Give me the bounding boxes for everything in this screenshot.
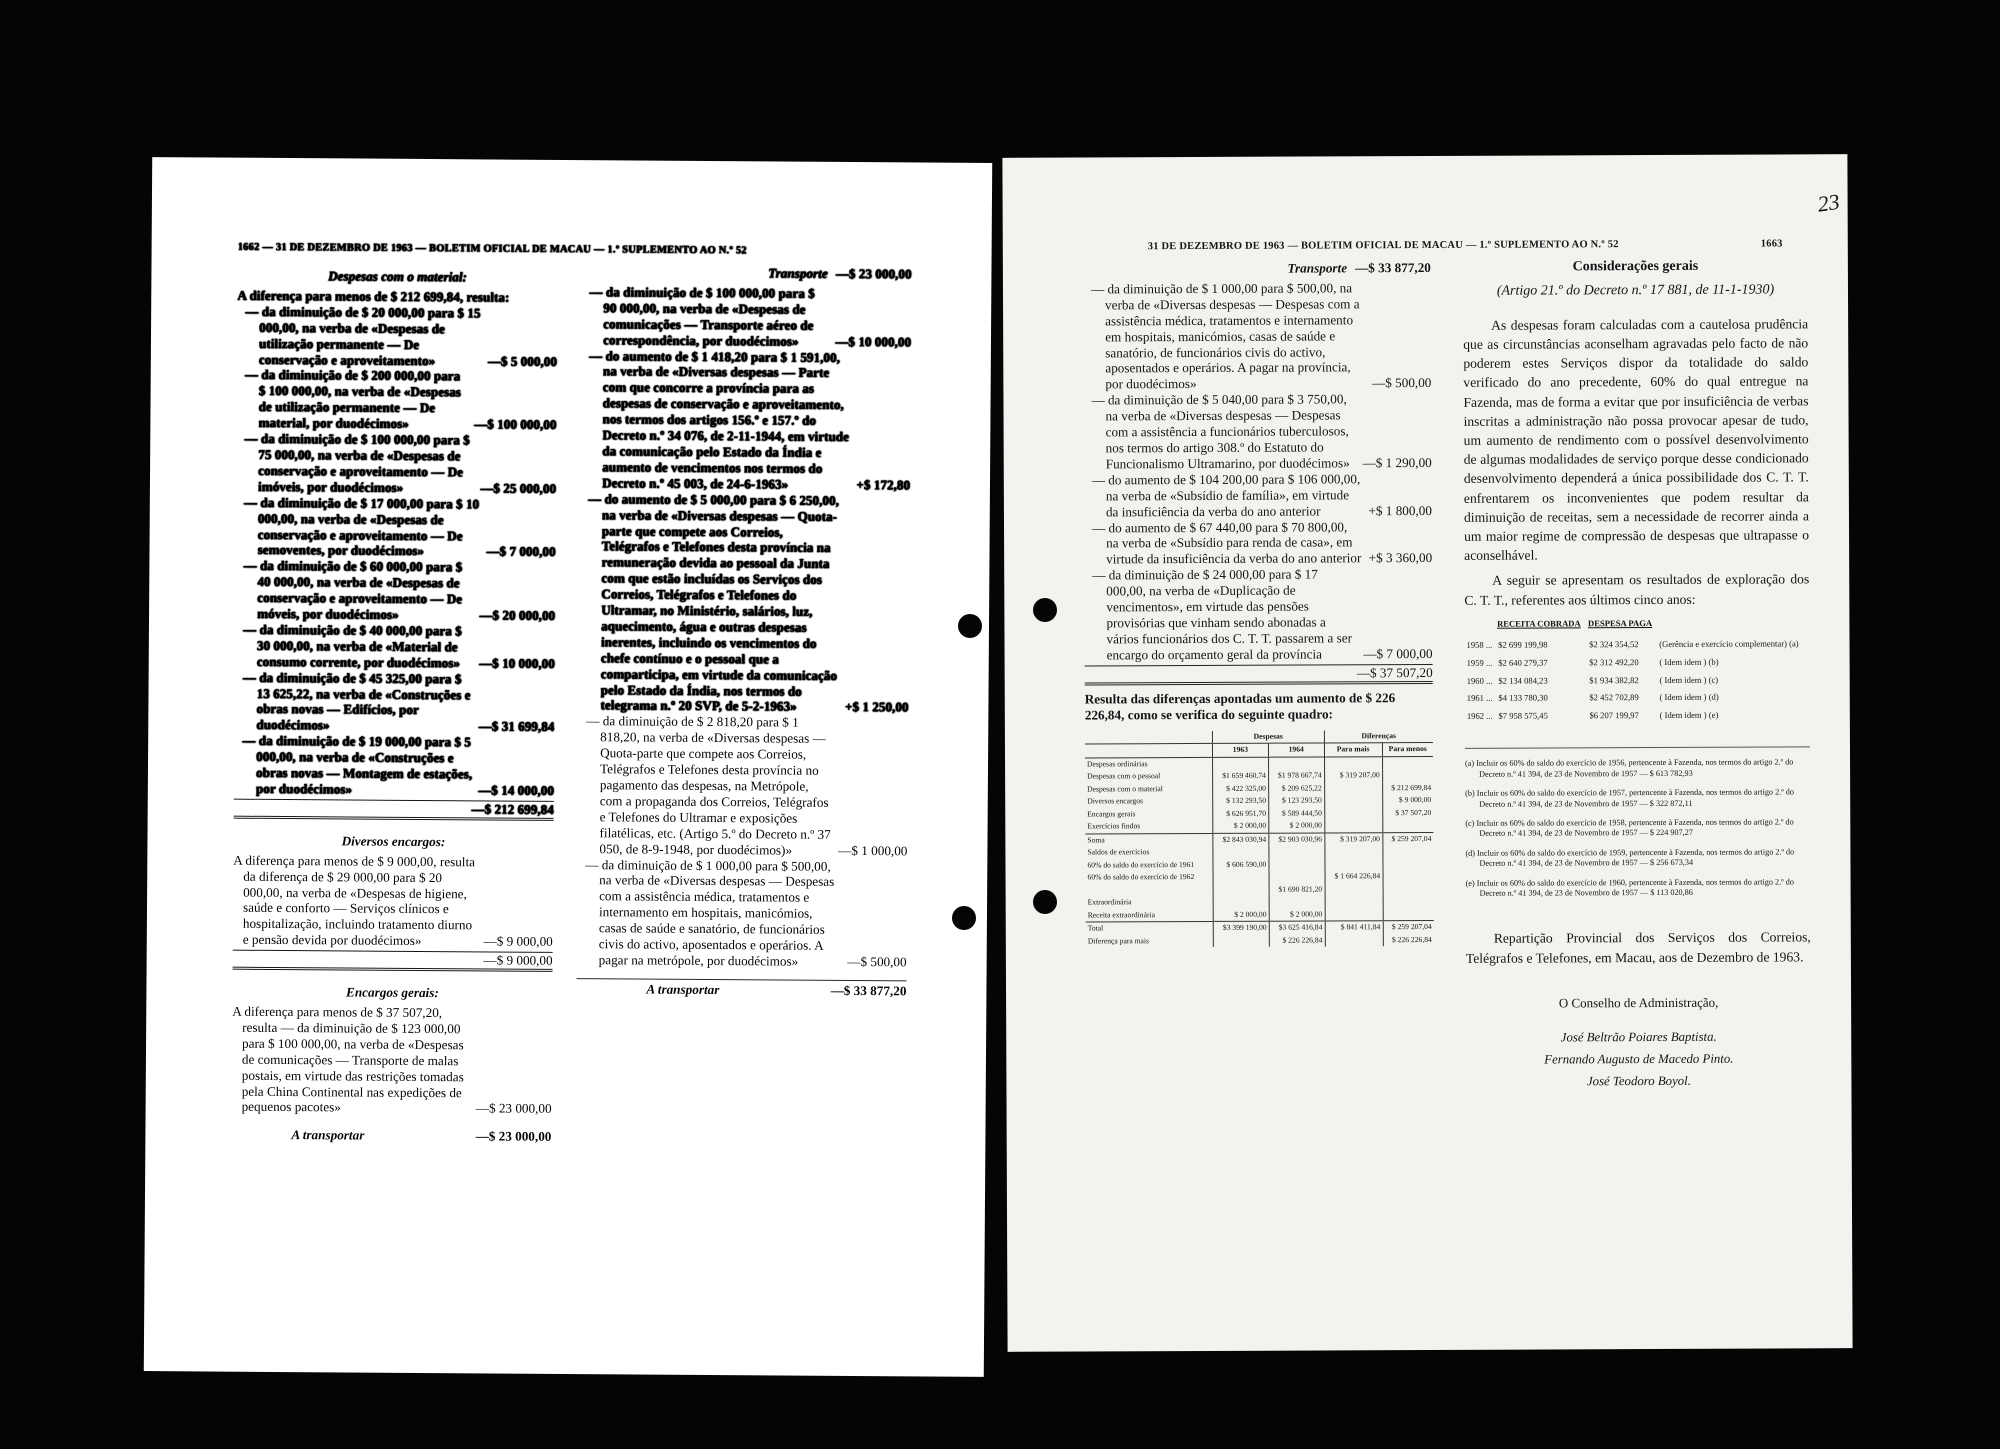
table-cell: $ 212 699,84 xyxy=(1382,782,1433,795)
table-header-cell: Para mais xyxy=(1324,743,1382,757)
entry-amount: —$ 500,00 xyxy=(1372,375,1432,391)
binder-hole xyxy=(952,906,976,930)
table-cell: $2 324 354,52 xyxy=(1589,638,1639,650)
entry-row xyxy=(1084,471,1432,520)
entry-text: — da diminuição de $ 24 000,00 para $ 17 000,00, na verba de «Duplicação de vencimentos», em virtude das pensões provisórias que vinham sendo abonadas a vários funcionários dos C. T. T. passarem a ser encargo do orçamento geral da província xyxy=(1092,566,1353,663)
entry-text: A diferença para menos de $ 37 507,20, resulta — da diminuição de $ 123 000,00 para $ 100 000,00, na verba de «Despesas de comunicações — Transporte de malas postais, em virtude das restrições tomadas pela China Continental nas expedições de pequenos pacotes» xyxy=(232,1003,464,1115)
table-cell: $1 659 460,74 xyxy=(1213,770,1269,783)
table-cell: 1959 ... xyxy=(1466,657,1493,668)
binder-hole xyxy=(1033,890,1057,914)
right-page xyxy=(1002,154,1852,1352)
table-cell: $ 37 507,20 xyxy=(1382,807,1433,820)
table-cell: $2 699 199,98 xyxy=(1498,639,1548,650)
closing-block xyxy=(1466,928,1812,1093)
entry-row xyxy=(580,348,911,493)
table-cell: Soma xyxy=(1085,833,1213,847)
diversos-total: —$ 9 000,00 xyxy=(233,950,553,972)
table-cell: $3 399 190,00 xyxy=(1213,922,1269,935)
entry-row xyxy=(235,494,555,560)
entry-row xyxy=(1083,280,1431,393)
entry-amount: —$ 1 000,00 xyxy=(838,842,908,858)
council-line: O Conselho de Administração, xyxy=(1558,994,1719,1011)
transport-line xyxy=(581,264,911,282)
table-cell xyxy=(1324,782,1382,795)
table-header-cell: 1963 xyxy=(1212,744,1268,758)
table-cell: $6 207 199,97 xyxy=(1589,710,1639,721)
table-cell: ( Idem idem ) (b) xyxy=(1659,656,1719,667)
table-cell xyxy=(1325,908,1383,921)
table-row xyxy=(1465,671,1810,690)
entry-amount: —$ 20 000,00 xyxy=(479,607,556,623)
ctt-table-body xyxy=(1464,635,1809,726)
table-cell xyxy=(1213,884,1269,897)
summary-table-body xyxy=(1085,756,1434,948)
entry-row xyxy=(236,367,556,433)
table-cell: (Gerência e exercício complementar) (a) xyxy=(1659,638,1799,649)
ctt-results-table xyxy=(1464,614,1809,726)
right-page-header: 31 DE DEZEMBRO DE 1963 — BOLETIM OFICIAL DE MACAU — 1.º SUPLEMENTO AO N.º 52 xyxy=(1147,239,1619,253)
table-cell: $2 452 702,89 xyxy=(1589,692,1639,703)
table-cell: $1 978 667,74 xyxy=(1268,770,1324,783)
entry-text: A diferença para menos de $ 212 699,84, resulta: xyxy=(237,287,510,305)
table-cell xyxy=(1382,819,1433,832)
table-header-cell xyxy=(1085,731,1213,745)
footnote: (b) Incluir os 60% do saldo do exercício de 1957, pertencente à Fazenda, nos termos do artigo 2.º do Decreto n.º 41 394, de 23 de Novembro de 1957 — $ 322 872,11 xyxy=(1465,787,1795,809)
table-cell xyxy=(1325,896,1383,909)
entry-amount: —$ 5 000,00 xyxy=(487,352,557,369)
table-cell: $ 226 226,84 xyxy=(1383,934,1434,947)
table-cell: $2 312 492,20 xyxy=(1589,656,1639,667)
table-cell: $ 319 207,00 xyxy=(1324,833,1382,846)
table-cell xyxy=(1382,769,1433,782)
entry-text: — da diminuição de $ 100 000,00 para $ 75 000,00, na verba de «Despesas de conservação e aproveitamento — De imóveis, por duodécimos» xyxy=(244,430,470,495)
entry-text: — da diminuição de $ 100 000,00 para $ 90 000,00, na verba de «Despesas de comunicações — Transporte aéreo de correspondência, por duodécimos» xyxy=(589,284,815,349)
closing-text: Repartição Provincial dos Serviços dos Correios, Telégrafos e Telefones, em Macau, aos de Dezembro de 1963. xyxy=(1465,929,1811,966)
entry-row xyxy=(233,852,554,950)
table-header-cell: Para menos xyxy=(1382,743,1433,757)
entry-amount: —$ 25 000,00 xyxy=(480,480,556,496)
table-cell: 1958 ... xyxy=(1466,639,1493,650)
transport-line xyxy=(1083,260,1431,277)
entry-row xyxy=(235,558,555,624)
transport-amount: —$ 33 877,20 xyxy=(1355,259,1431,276)
entry-text: — da diminuição de $ 1 000,00 para $ 500,00, na verba de «Diversas despesas — Despesas com a assistência médica, tratamentos e internamento em hospitais, manicómios, casas de saúde e sanatório, de funcionários civis do activo, aposentados e operários. A pagar na província, por duodécimos» xyxy=(1090,280,1360,392)
table-cell: Despesas com o pessoal xyxy=(1087,771,1161,781)
table-cell xyxy=(1213,935,1269,948)
entry-row xyxy=(237,303,557,369)
entry-text: — da diminuição de $ 19 000,00 para $ 5 000,00, na verba de «Construções e obras novas — Montagem de estações, por duodécimos» xyxy=(242,733,473,797)
table-cell xyxy=(1325,858,1383,871)
table-cell xyxy=(1213,896,1269,909)
table-cell: $ 1 664 226,84 xyxy=(1325,871,1383,884)
transport-label: Transporte xyxy=(767,265,828,281)
carry-forward-2 xyxy=(576,978,906,999)
table-header-cell: Diferenças xyxy=(1324,730,1433,743)
table-cell: Encargos gerais xyxy=(1087,809,1136,819)
table-cell: Saldos de exercícios xyxy=(1087,847,1150,857)
encargos-total: —$ 37 507,20 xyxy=(1085,664,1433,685)
carry-label: A transportar xyxy=(291,1127,365,1143)
table-cell xyxy=(1324,757,1382,770)
signatories xyxy=(1466,1025,1811,1093)
table-cell: Diversos encargos xyxy=(1087,796,1143,806)
table-header-cell: 1964 xyxy=(1268,743,1324,757)
binder-hole xyxy=(958,614,982,638)
entry-amount: +$ 172,80 xyxy=(856,476,911,493)
entry-amount: —$ 1 290,00 xyxy=(1362,454,1432,471)
table-cell: $ 226 226,84 xyxy=(1269,934,1325,947)
entry-row xyxy=(236,431,556,497)
table-cell xyxy=(1382,756,1433,769)
entry-amount: —$ 23 000,00 xyxy=(475,1100,552,1117)
table-cell xyxy=(1382,845,1433,858)
entry-row xyxy=(577,713,908,858)
table-row xyxy=(1465,689,1810,708)
table-cell xyxy=(1269,846,1325,859)
table-cell: $ 626 951,70 xyxy=(1213,808,1269,821)
summary-table xyxy=(1085,730,1434,948)
entry-text: — da diminuição de $ 5 040,00 para $ 3 750,00, na verba de «Diversas despesas — Despesas com a assistência a funcionários tuberculosos, nos termos do artigo 308.º do Estatuto do Funcionalismo Ultramarino, por duodécimos» xyxy=(1091,391,1350,472)
table-cell: $ 259 207,04 xyxy=(1383,921,1434,934)
entry-row xyxy=(235,622,555,672)
table-cell: $4 133 780,30 xyxy=(1498,692,1548,704)
entry-text: — da diminuição de $ 1 000,00 para $ 500,00, na verba de «Diversas despesas — Despesas com a assistência médica, tratamentos e internamento em hospitais, manicómios, casas de saúde e sanatório, de funcionários civis do activo, aposentados e operários. A pagar na metrópole, por duodécimos» xyxy=(585,856,835,969)
result-text: Resulta das diferenças apontadas um aumento de $ 226 226,84, como se verifica do seguinte quadro: xyxy=(1084,689,1396,723)
signatory: José Beltrão Poiares Baptista. xyxy=(1560,1029,1717,1045)
table-cell: 60% do saldo do exercício de 1961 xyxy=(1087,859,1195,870)
entry-amount: —$ 7 000,00 xyxy=(486,543,556,560)
table-cell: $ 589 444,50 xyxy=(1269,807,1325,820)
table-header-cell xyxy=(1085,744,1213,758)
table-cell xyxy=(1383,883,1434,896)
table-cell: $ 209 625,22 xyxy=(1268,782,1324,795)
table-cell: $ 259 207,04 xyxy=(1382,832,1433,845)
table-cell xyxy=(1213,871,1269,884)
footnote: (a) Incluir os 60% do saldo do exercício de 1956, pertencente à Fazenda, nos termos do artigo 2.º do Decreto n.º 41 394, de 23 de Novembro de 1957 — $ 613 782,93 xyxy=(1465,757,1794,779)
entry-amount: —$ 500,00 xyxy=(847,953,907,970)
table-cell xyxy=(1383,870,1434,883)
table-cell: $ 422 325,00 xyxy=(1213,783,1269,796)
entry-row xyxy=(1083,391,1431,472)
footnote: (e) Incluir os 60% do saldo do exercício de 1960, pertencente à Fazenda, nos termos do artigo 2.º do Decreto n.º 41 394, de 23 de Novembro de 1957 — $ 113 020,86 xyxy=(1465,876,1794,898)
table-row xyxy=(1086,934,1434,948)
signatory: Fernando Augusto de Macedo Pinto. xyxy=(1544,1051,1734,1067)
table-cell: $ 9 000,00 xyxy=(1382,794,1433,807)
entry-row xyxy=(234,733,554,799)
table-cell: 60% do saldo do exercício de 1962 xyxy=(1087,872,1195,882)
table-cell xyxy=(1324,807,1382,820)
table-cell: $2 903 030,96 xyxy=(1269,833,1325,846)
carry-label: A transportar xyxy=(646,981,720,997)
entry-row xyxy=(234,669,554,735)
entry-row xyxy=(232,1004,553,1118)
entry-amount: +$ 1 250,00 xyxy=(844,699,909,715)
table-cell: Despesas com o material xyxy=(1087,784,1163,794)
section-heading-diversos: Diversos encargos: xyxy=(341,833,446,849)
right-column-1 xyxy=(1083,260,1434,948)
table-cell: Diferença para mais xyxy=(1087,936,1149,946)
entry-text: — da diminuição de $ 2 818,20 para $ 1 818,20, na verba de «Diversas despesas — Quota-parte que compete aos Correios, Telégrafos e Telefones desta província no pagamento das despesas, na Metrópole, com a propaganda dos Correios, Telégrafos e Telefones do Ultramar e exposições filatélicas, etc. (Artigo 5.º do Decreto n.º 37 050, de 8-9-1948, por duodécimos)» xyxy=(586,713,831,858)
table-cell: $3 625 416,84 xyxy=(1269,921,1325,934)
entry-row xyxy=(1084,518,1432,567)
entry-amount: —$ 14 000,00 xyxy=(477,782,554,798)
entry-amount: —$ 7 000,00 xyxy=(1363,645,1433,662)
table-cell: $ 319 207,00 xyxy=(1324,770,1382,783)
table-cell: $2 843 030,94 xyxy=(1213,833,1269,846)
table-cell: Despesas ordinárias xyxy=(1087,759,1148,769)
entry-text: — da diminuição de $ 60 000,00 para $ 40 000,00, na verba de «Despesas de conservação e aproveitamento — De móveis, por duodécimos» xyxy=(243,558,463,622)
table-header-cell: Despesas xyxy=(1212,730,1324,743)
entry-text: — do aumento de $ 1 418,20 para $ 1 591,00, na verba de «Diversas despesas — Parte com que concorre a província para as despesas de conservação e aproveitamento, nos termos dos artigos 156.º e 157.º do Decreto n.º 34 076, de 2-11-1944, em virtude da comunicação pelo Estado da Índia e aumento de vencimentos nos termos do Decreto n.º 45 003, de 24-6-1963» xyxy=(588,347,849,492)
carry-forward-1 xyxy=(231,1127,551,1145)
table-cell xyxy=(1268,757,1324,770)
entry-amount: —$ 9 000,00 xyxy=(483,933,553,950)
entry-row xyxy=(578,491,910,716)
left-page xyxy=(144,157,992,1377)
table-header-row xyxy=(1464,614,1809,636)
table-cell xyxy=(1269,896,1325,909)
entry-text: A diferença para menos de $ 9 000,00, resulta da diferença de $ 29 000,00 para $ 20 000,00, na verba de «Despesas de higiene, saúde e conforto — Serviços clínicos e hospitalização, incluindo tratamento diurno e pensão devida por duodécimos» xyxy=(233,852,476,949)
table-cell xyxy=(1324,820,1382,833)
footnote: (d) Incluir os 60% do saldo do exercício de 1959, pertencente à Fazenda, nos termos do artigo 2.º do Decreto n.º 41 394, de 23 de Novembro de 1957 — $ 256 673,34 xyxy=(1465,847,1795,868)
table-cell: Extraordinária xyxy=(1087,897,1132,907)
material-entries xyxy=(234,288,558,799)
entry-amount: +$ 1 800,00 xyxy=(1368,502,1432,518)
entry-text: — da diminuição de $ 17 000,00 para $ 10 000,00, na verba de «Despesas de conservação e aproveitamento — De semoventes, por duodécimos» xyxy=(243,494,480,559)
carry-amount: —$ 23 000,00 xyxy=(475,1128,552,1145)
entry-amount: —$ 31 699,84 xyxy=(478,718,555,735)
footnote: (c) Incluir os 60% do saldo do exercício de 1958, pertencente à Fazenda, nos termos do artigo 2.º do Decreto n.º 41 394, de 23 de Novembro de 1957 — $ 224 907,27 xyxy=(1465,817,1794,839)
table-cell xyxy=(1213,846,1269,859)
section-title: Considerações gerais xyxy=(1572,258,1699,275)
right-column-2 xyxy=(1463,258,1812,1092)
transport-label: Transporte xyxy=(1287,260,1348,276)
footnotes xyxy=(1465,747,1811,900)
table-cell: Total xyxy=(1086,922,1214,936)
table-cell: $ 2 000,00 xyxy=(1269,820,1325,833)
entry-text: — do aumento de $ 5 000,00 para $ 6 250,00, na verba de «Diversas despesas — Quota-parte que compete aos Correios, Telégrafos e Telefones desta província na remuneração devida ao pessoal da Junta com que estão incluídas os Serviços dos Correios, Telégrafos e Telefones do Ultramar, no Ministério, salários, luz, aquecimento, água e outras despesas inerentes, incluindo os vencimentos do chefe contínuo e o pessoal que a comparticipa, em virtude da comunicação pelo Estado da Índia, nos termos do telegrama n.º 20 SVP, de 5-2-1963» xyxy=(587,490,839,715)
signatory: José Teodoro Boyol. xyxy=(1586,1073,1691,1089)
table-cell xyxy=(1325,883,1383,896)
entry-text: — da diminuição de $ 200 000,00 para $ 100 000,00, na verba de «Despesas de utilização permanente — De material, por duodécimos» xyxy=(244,367,461,432)
table-cell: Receita extraordinária xyxy=(1087,910,1155,920)
table-header-cell: DESPESA PAGA xyxy=(1588,617,1653,629)
material-total: —$ 212 699,84 xyxy=(234,799,554,821)
table-cell: 1961 ... xyxy=(1466,693,1493,704)
table-cell: ( Idem idem ) (d) xyxy=(1659,692,1719,703)
table-cell xyxy=(1324,795,1382,808)
paragraph: A seguir se apresentam os resultados de exploração dos C. T. T., referentes aos últimos cinco anos: xyxy=(1464,571,1810,608)
entry-row xyxy=(1084,566,1432,663)
transport-amount: —$ 23 000,00 xyxy=(835,265,912,282)
entry-text: — da diminuição de $ 20 000,00 para $ 15 000,00, na verba de «Despesas de utilização permanente — De conservação e aproveitamento» xyxy=(245,303,481,368)
table-cell: $ 2 000,00 xyxy=(1213,820,1269,833)
entry-text: — da diminuição de $ 40 000,00 para $ 30 000,00, na verba de «Material de consumo corrente, por duodécimos» xyxy=(242,621,462,670)
table-cell: $ 606 590,00 xyxy=(1213,859,1269,872)
table-cell: $ 132 293,50 xyxy=(1213,795,1269,808)
entry-amount: —$ 100 000,00 xyxy=(473,416,557,433)
carry-amount: —$ 33 877,20 xyxy=(830,982,907,999)
table-cell xyxy=(1086,884,1214,897)
table-cell xyxy=(1325,934,1383,947)
table-row xyxy=(1464,635,1809,654)
table-cell: ( Idem idem ) (c) xyxy=(1659,674,1719,685)
table-cell: $ 841 411,84 xyxy=(1325,921,1383,934)
table-cell: $ 2 000,00 xyxy=(1213,909,1269,922)
table-cell: $2 134 084,23 xyxy=(1498,675,1548,686)
table-cell: $ 2 000,00 xyxy=(1269,908,1325,921)
table-header-cell xyxy=(1657,614,1809,636)
table-cell xyxy=(1269,858,1325,871)
binder-hole xyxy=(1033,598,1057,622)
entry-amount: —$ 10 000,00 xyxy=(478,655,555,671)
table-cell xyxy=(1213,757,1269,770)
entry-text: — da diminuição de $ 45 325,00 para $ 13 625,22, na verba de «Construções e obras novas — Edifícios, por duodécimos» xyxy=(242,669,471,733)
table-cell xyxy=(1383,908,1434,921)
handwritten-mark: 23 xyxy=(1815,188,1842,217)
table-cell: ( Idem idem ) (e) xyxy=(1659,710,1719,721)
entry-row xyxy=(581,284,911,350)
left-page-header: 1662 — 31 DE DEZEMBRO DE 1963 — BOLETIM OFICIAL DE MACAU — 1.º SUPLEMENTO AO N.º 52 xyxy=(237,241,747,257)
entry-text: — do aumento de $ 104 200,00 para $ 106 000,00, na verba de «Subsídio de família», em virtude da insuficiência da verba do ano anterior xyxy=(1091,471,1361,519)
table-cell xyxy=(1383,895,1434,908)
entry-amount: +$ 3 360,00 xyxy=(1368,550,1433,566)
entry-row xyxy=(577,857,908,971)
table-row xyxy=(1465,707,1810,726)
table-cell: 1960 ... xyxy=(1466,675,1493,686)
left-column-1 xyxy=(231,262,557,1145)
table-cell: $1 934 382,82 xyxy=(1589,674,1639,685)
table-header-cell xyxy=(1464,616,1496,637)
section-heading-encargos: Encargos gerais: xyxy=(346,984,439,1001)
section-subtitle: (Artigo 21.º do Decreto n.º 17 881, de 11-1-1930) xyxy=(1496,282,1775,299)
left-column-2 xyxy=(576,264,911,999)
table-cell: $2 640 279,37 xyxy=(1498,657,1548,668)
entry-amount: —$ 10 000,00 xyxy=(835,333,912,350)
entry-text: — do aumento de $ 67 440,00 para $ 70 800,00, na verba de «Subsídio para renda de casa», em virtude da insuficiência da verba do ano anterior xyxy=(1091,518,1362,567)
section-heading-material: Despesas com o material: xyxy=(327,268,467,285)
page-number: 1663 xyxy=(1760,238,1783,250)
table-cell: $1 690 821,20 xyxy=(1269,883,1325,896)
table-cell: 1962 ... xyxy=(1466,711,1493,722)
paragraph: As despesas foram calculadas com a cautelosa prudência que as circunstâncias aconselham agravadas pelo facto de não poderem estes Serviços dispor da totalidade do saldo verificado do ano precedente, 60% do qual entregue na Fazenda, mas de forma a evitar que por insuficiência de verbas inscritas a administração não possa provocar apesar de tudo, um aumento de rendimento com o possível desenvolvimento de algumas modalidades de serviço porque desse condicionado desenvolvimento dependerá a única possibilidade dos C. T. T. enfrentarem os inconvenientes que podem resultar da diminuição de receitas, sem a necessidade de recorrer ainda a um maior regime de compressão de despesas que ultrapasse o aconselhável. xyxy=(1463,316,1810,564)
table-header-cell: RECEITA COBRADA xyxy=(1497,618,1581,629)
table-cell: $7 958 575,45 xyxy=(1498,710,1548,722)
table-row xyxy=(1465,653,1810,672)
table-cell xyxy=(1269,871,1325,884)
table-cell xyxy=(1325,846,1383,859)
table-cell: $ 123 293,50 xyxy=(1268,795,1324,808)
table-cell xyxy=(1383,858,1434,871)
table-cell: Exercícios findos xyxy=(1087,821,1141,831)
